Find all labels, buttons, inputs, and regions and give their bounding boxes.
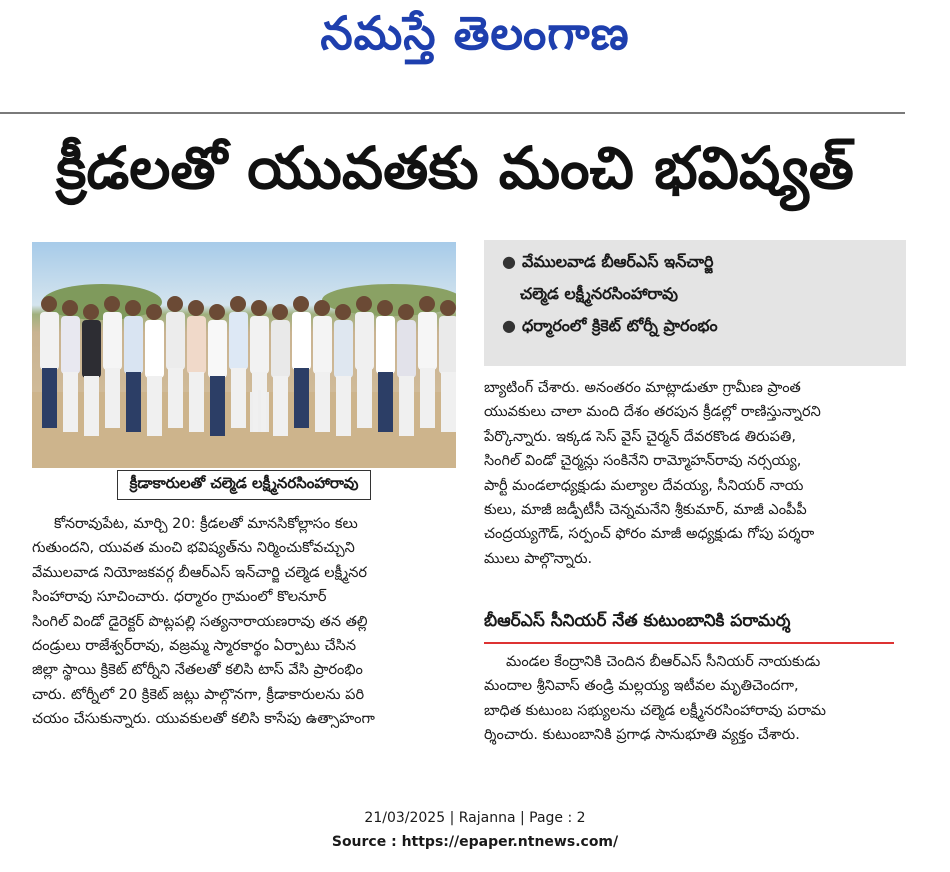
person-figure <box>167 296 183 312</box>
bullet-icon: ● <box>502 316 516 335</box>
photo-caption <box>32 468 456 502</box>
person-figure <box>294 368 309 428</box>
person-figure <box>230 296 246 312</box>
source-link[interactable]: Source : https://epaper.ntnews.com/ <box>331 834 619 850</box>
article-column-2 <box>484 376 904 571</box>
article-line: గుతుందని, యువత మంచి భవిష్యత్‌ను నిర్మించుకోవచ్చుని <box>32 540 355 557</box>
person-figure <box>40 312 59 370</box>
article-line: చయం చేసుకున్నారు. యువకులతో కలిసి కాసేపు ఉత్సాహంగా <box>32 711 375 728</box>
person-figure <box>440 300 456 316</box>
sub-article-body <box>484 650 904 748</box>
article-line: యువకులు చాలా మంది దేశం తరపున క్రీడల్లో రాణిస్తున్నారని <box>484 404 821 421</box>
person-figure <box>439 316 456 374</box>
person-figure <box>315 372 330 432</box>
bullet-icon: ● <box>502 252 516 271</box>
person-figure <box>145 320 164 378</box>
article-line: మందాల శ్రీనివాస్‌ తండ్రి మల్లయ్య ఇటీవల మృతిచెందగా, <box>484 678 799 695</box>
person-figure <box>61 316 80 374</box>
person-figure <box>84 376 99 436</box>
article-line: సింగిల్‌ విండో చైర్మన్లు సంకినేని రామ్మోహన్‌రావు నర్సయ్య, <box>484 453 802 470</box>
person-figure <box>441 372 456 432</box>
dateline: 21/03/2025 | Rajanna | Page : 2 <box>364 810 586 826</box>
person-figure <box>334 320 353 378</box>
article-line: సింహారావు సూచించారు. ధర్మారం గ్రామంలో కొలనూర్‌ <box>32 589 327 606</box>
page-footer <box>0 806 950 854</box>
person-figure <box>146 304 162 320</box>
highlight-item: ● ధర్మారంలో క్రికెట్‌ టోర్నీ ప్రారంభం <box>502 316 718 335</box>
person-figure <box>335 304 351 320</box>
highlight-item: చల్మెడ లక్ష్మీనరసింహారావు <box>520 284 678 303</box>
person-figure <box>377 300 393 316</box>
article-line: చంద్రయ్యగౌడ్‌, సర్పంచ్‌ ఫోరం మాజీ అధ్యక్షుడు గోపు పర్శరా <box>484 526 815 543</box>
person-figure <box>41 296 57 312</box>
person-figure <box>376 316 395 374</box>
person-figure <box>293 296 309 312</box>
person-figure <box>336 376 351 436</box>
person-figure <box>356 296 372 312</box>
person-figure <box>125 300 141 316</box>
cricket-group-photo <box>32 242 456 468</box>
article-line: ములు పాల్గొన్నారు. <box>484 550 593 567</box>
person-figure <box>83 304 99 320</box>
article-line: ర్శించారు. కుటుంబానికి ప్రగాఢ సానుభూతి వ్యక్తం చేశారు. <box>484 727 800 744</box>
person-figure <box>62 300 78 316</box>
person-figure <box>229 312 248 370</box>
person-figure <box>314 300 330 316</box>
article-line: జిల్లా స్థాయి క్రికెట్‌ టోర్నీని నేతలతో కలిసి టాస్‌ వేసి ప్రారంభిం <box>32 662 363 679</box>
person-figure <box>418 312 437 370</box>
person-figure <box>355 312 374 370</box>
person-figure <box>63 372 78 432</box>
person-figure <box>292 312 311 370</box>
person-figure <box>419 296 435 312</box>
person-figure <box>398 304 414 320</box>
person-figure <box>166 312 185 370</box>
person-figure <box>187 316 206 374</box>
article-line: కోనరావుపేట, మార్చి 20: క్రీడలతో మానసికోల్లాసం కలు <box>54 516 358 532</box>
article-line: కులు, మాజీ జడ్పీటీసీ చెన్నమనేని శ్రీకుమార్‌, మాజీ ఎంపీపీ <box>484 502 807 519</box>
person-figure <box>420 368 435 428</box>
article-line: దండ్రులు రాజేశ్వర్‌రావు, వజ్రమ్మ స్మారకార్థం ఏర్పాటు చేసిన <box>32 638 357 655</box>
person-figure <box>103 312 122 370</box>
person-figure <box>209 304 225 320</box>
masthead-divider <box>0 112 905 114</box>
person-figure <box>210 376 225 436</box>
article-line: వేములవాడ నియోజకవర్గ బీఆర్‌ఎస్‌ ఇన్‌చార్జి చల్మెడ లక్ష్మీనర <box>32 564 368 581</box>
person-figure <box>208 320 227 378</box>
highlights-box <box>484 240 906 366</box>
person-figure <box>126 372 141 432</box>
article-line: చారు. టోర్నీలో 20 క్రికెట్‌ జట్లు పాల్గొనగా, క్రీడాకారులను పరి <box>32 686 365 703</box>
photo-caption-text: క్రీడాకారులతో చల్మెడ లక్ష్మీనరసింహారావు <box>117 470 372 500</box>
headline-text: క్రీడలతో యువతకు మంచి భవిష్యత్ <box>56 133 854 202</box>
article-line: పేర్కొన్నారు. ఇక్కడ సెస్‌ వైస్‌ చైర్మన్‌ దేవరకొండ తిరుపతి, <box>484 428 796 445</box>
person-figure <box>82 320 101 378</box>
person-figure <box>42 368 57 428</box>
person-figure <box>250 316 269 374</box>
person-figure <box>313 316 332 374</box>
article-line: బాధిత కుటుంబ సభ్యులను చల్మెడ లక్ష్మీనరసింహారావు పరామ <box>484 702 826 719</box>
person-figure <box>271 320 290 378</box>
person-figure <box>273 376 288 436</box>
person-figure <box>104 296 120 312</box>
person-figure <box>168 368 183 428</box>
news-photo <box>32 242 456 468</box>
person-figure <box>397 320 416 378</box>
article-headline <box>10 130 900 220</box>
highlight-item: ● వేములవాడ బీఆర్‌ఎస్‌ ఇన్‌చార్జి <box>502 252 714 271</box>
newspaper-name: నమస్తే తెలంగాణ <box>320 6 630 60</box>
person-figure <box>124 316 143 374</box>
person-figure <box>272 304 288 320</box>
person-figure <box>105 368 120 428</box>
article-column-1 <box>32 512 456 732</box>
person-figure <box>378 372 393 432</box>
person-figure <box>357 368 372 428</box>
person-figure <box>399 376 414 436</box>
person-figure <box>147 376 162 436</box>
person-figure <box>189 372 204 432</box>
article-line: పార్టీ మండలాధ్యక్షుడు మల్యాల దేవయ్య, సీనియర్‌ నాయ <box>484 477 804 494</box>
article-line: మండల కేంద్రానికి చెందిన బీఆర్‌ఎస్‌ సీనియర్‌ నాయకుడు <box>506 654 821 670</box>
person-figure <box>251 300 267 316</box>
person-figure <box>188 300 204 316</box>
person-figure <box>231 368 246 428</box>
masthead-logo <box>0 8 950 70</box>
sub-article-heading: బీఆర్‌ఎస్‌ సీనియర్‌ నేత కుటుంబానికి పరామర్శ <box>484 604 894 644</box>
article-line: బ్యాటింగ్‌ చేశారు. అనంతరం మాట్లాడుతూ గ్రామీణ ప్రాంత <box>484 380 801 396</box>
article-line: సింగిల్‌ విండో డైరెక్టర్‌ పొట్లపల్లి సత్యనారాయణరావు తన తల్లి <box>32 613 368 630</box>
